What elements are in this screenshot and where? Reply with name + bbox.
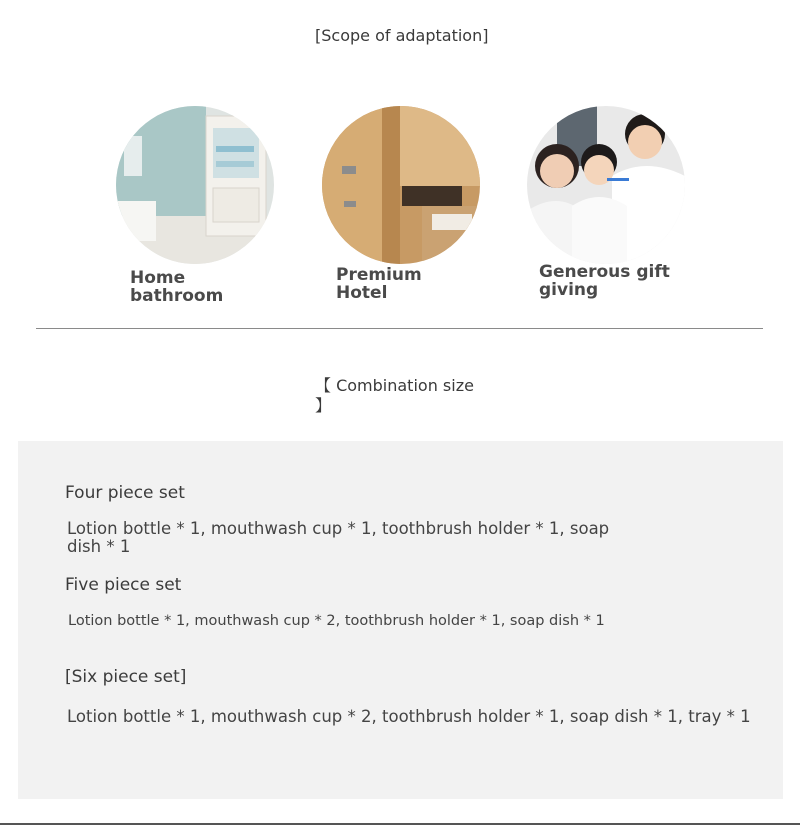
set-desc-four: Lotion bottle * 1, mouthwash cup * 1, toothbrush holder * 1, soap dish * 1 [67,519,610,556]
bottom-divider [0,823,800,825]
caption-home-bathroom: Home bathroom [130,268,224,306]
set-desc-six: Lotion bottle * 1, mouthwash cup * 2, toothbrush holder * 1, soap dish * 1, tray * 1 [67,707,751,726]
set-title-five: Five piece set [65,575,182,595]
set-desc-five: Lotion bottle * 1, mouthwash cup * 2, toothbrush holder * 1, soap dish * 1 [68,613,605,629]
section-divider [36,328,763,329]
hotel-bathroom-image [322,106,480,264]
set-title-six: [Six piece set] [65,667,187,687]
family-brushing-image [527,106,685,264]
home-bathroom-image [116,106,274,264]
set-title-four: Four piece set [65,483,185,503]
combination-title: 【 Combination size 】 [315,376,474,415]
caption-premium-hotel: Premium Hotel [336,265,422,303]
scope-title: [Scope of adaptation] [315,26,489,45]
caption-generous-gift: Generous gift giving [539,262,670,300]
